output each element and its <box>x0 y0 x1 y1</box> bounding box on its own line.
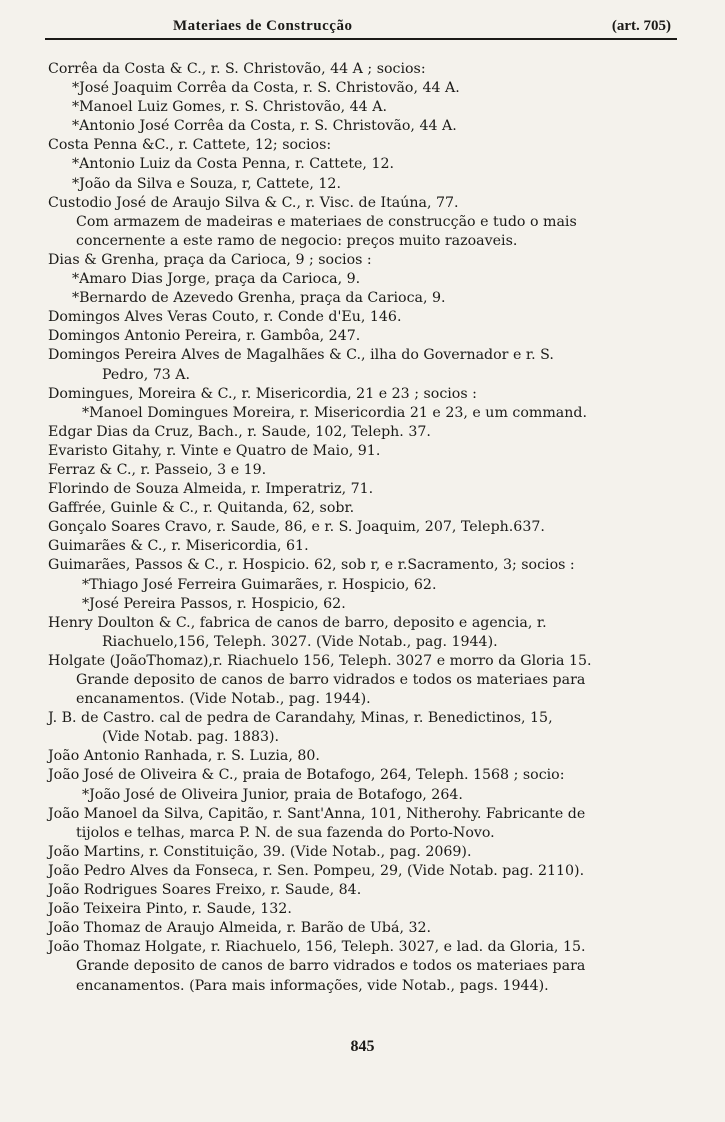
page-number: 845 <box>350 1038 375 1055</box>
directory-entry: Domingos Antonio Pereira, r. Gambôa, 247. <box>48 328 361 345</box>
directory-entry-indent: *Manoel Luiz Gomes, r. S. Christovão, 44 A. <box>72 99 387 116</box>
directory-entry-indent: *Amaro Dias Jorge, praça da Carioca, 9. <box>72 271 361 288</box>
directory-entry: Florindo de Souza Almeida, r. Imperatriz, 71. <box>48 481 374 498</box>
directory-entry: Custodio José de Araujo Silva & C., r. Visc. de Itaúna, 77. <box>48 194 459 211</box>
directory-entry-indent: *Antonio José Corrêa da Costa, r. S. Christovão, 44 A. <box>72 118 457 135</box>
directory-entry: J. B. de Castro. cal de pedra de Carandahy, Minas, r. Benedictinos, 15, <box>48 710 553 727</box>
directory-entry: Domingos Pereira Alves de Magalhães & C., ilha do Governador e r. S. <box>48 347 554 364</box>
directory-entry: Edgar Dias da Cruz, Bach., r. Saude, 102, Teleph. 37. <box>48 423 431 440</box>
directory-entry: João Martins, r. Constituição, 39. (Vide Notab., pag. 2069). <box>48 843 472 860</box>
directory-entry-indent: *Bernardo de Azevedo Grenha, praça da Carioca, 9. <box>72 290 446 307</box>
directory-entry-deep: *José Pereira Passos, r. Hospicio, 62. <box>82 595 346 612</box>
directory-entry: Gonçalo Soares Cravo, r. Saude, 86, e r. S. Joaquim, 207, Teleph.637. <box>48 519 545 536</box>
directory-entry: João Thomaz Holgate, r. Riachuelo, 156, Teleph. 3027, e lad. da Gloria, 15. <box>48 939 586 956</box>
directory-entry: Guimarães, Passos & C., r. Hospicio. 62, sob r, e r.Sacramento, 3; socios : <box>48 557 575 574</box>
directory-entry-desc: encanamentos. (Vide Notab., pag. 1944). <box>76 691 371 708</box>
directory-entry: Guimarães & C., r. Misericordia, 61. <box>48 538 309 555</box>
directory-entry: João Thomaz de Araujo Almeida, r. Barão de Ubá, 32. <box>48 920 432 937</box>
directory-entry: Ferraz & C., r. Passeio, 3 e 19. <box>48 461 267 478</box>
directory-entry-desc: tijolos e telhas, marca P. N. de sua fazenda do Porto-Novo. <box>76 824 495 841</box>
directory-entry-deep: *Manoel Domingues Moreira, r. Misericordia 21 e 23, e um command. <box>82 404 587 421</box>
directory-entry-desc: Grande deposito de canos de barro vidrados e todos os materiaes para <box>76 672 586 688</box>
directory-entry: Dias & Grenha, praça da Carioca, 9 ; socios : <box>48 251 372 268</box>
directory-entry: João José de Oliveira & C., praia de Botafogo, 264, Teleph. 1568 ; socio: <box>48 767 565 784</box>
directory-entry: Gaffrée, Guinle & C., r. Quitanda, 62, sobr. <box>48 500 355 517</box>
directory-entry-desc: Com armazem de madeiras e materiaes de construcção e tudo o mais <box>76 213 577 230</box>
directory-entry-desc: Grande deposito de canos de barro vidrados e todos os materiaes para <box>76 958 586 975</box>
directory-entry: João Pedro Alves da Fonseca, r. Sen. Pompeu, 29, (Vide Notab. pag. 2110). <box>48 862 585 879</box>
directory-entry-cont: (Vide Notab. pag. 1883). <box>102 729 280 746</box>
directory-entry-deep: *João José de Oliveira Junior, praia de Botafogo, 264. <box>82 786 463 803</box>
directory-entry: Corrêa da Costa & C., r. S. Christovão, 44 A ; socios: <box>48 61 426 77</box>
directory-entry: Domingues, Moreira & C., r. Misericordia, 21 e 23 ; socios : <box>48 385 477 402</box>
directory-entry-desc: concernente a este ramo de negocio: preços muito razoaveis. <box>76 232 518 249</box>
directory-entry-indent: *João da Silva e Souza, r, Cattete, 12. <box>72 175 341 192</box>
section-title: Materiaes de Construcção <box>173 18 353 34</box>
directory-entry-indent: *Antonio Luiz da Costa Penna, r. Cattete, 12. <box>72 156 395 173</box>
directory-entry-indent: *José Joaquim Corrêa da Costa, r. S. Christovão, 44 A. <box>72 80 460 97</box>
running-header <box>45 12 677 40</box>
directory-entry: Domingos Alves Veras Couto, r. Conde d'Eu, 146. <box>48 309 402 326</box>
directory-entry: Holgate (JoãoThomaz),r. Riachuelo 156, Teleph. 3027 e morro da Gloria 15. <box>48 652 592 669</box>
directory-entry: Evaristo Gitahy, r. Vinte e Quatro de Maio, 91. <box>48 442 381 459</box>
directory-listing <box>48 60 698 996</box>
directory-entry: João Manoel da Silva, Capitão, r. Sant'Anna, 101, Nitherohy. Fabricante de <box>48 805 586 822</box>
directory-entry-cont: Pedro, 73 A. <box>102 366 191 383</box>
directory-entry-deep: *Thiago José Ferreira Guimarães, r. Hospicio, 62. <box>82 576 437 593</box>
directory-entry: Costa Penna &C., r. Cattete, 12; socios: <box>48 137 332 154</box>
article-number: (art. 705) <box>611 18 671 34</box>
directory-entry: João Teixeira Pinto, r. Saude, 132. <box>48 901 292 918</box>
directory-entry: Henry Doulton & C., fabrica de canos de barro, deposito e agencia, r. <box>48 614 547 631</box>
directory-entry: João Rodrigues Soares Freixo, r. Saude, 84. <box>48 882 362 899</box>
directory-entry: João Antonio Ranhada, r. S. Luzia, 80. <box>48 748 320 765</box>
directory-entry-desc: encanamentos. (Para mais informações, vide Notab., pags. 1944). <box>76 977 549 994</box>
directory-entry-cont: Riachuelo,156, Teleph. 3027. (Vide Notab., pag. 1944). <box>102 633 498 650</box>
